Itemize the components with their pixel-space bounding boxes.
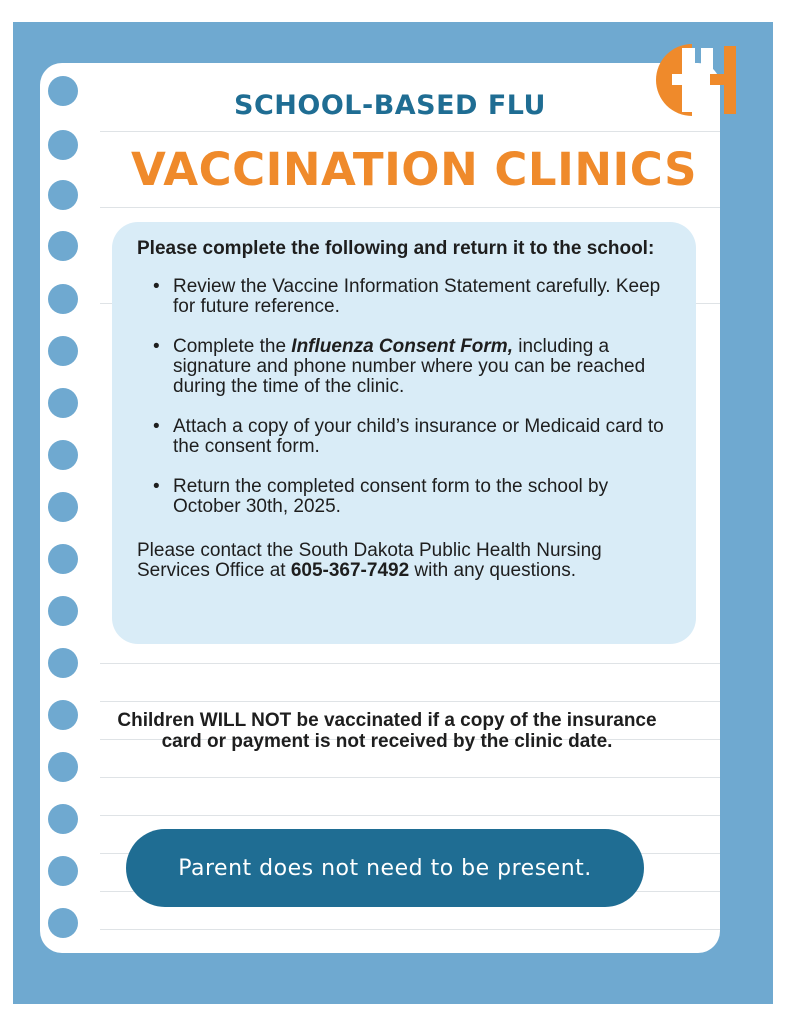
instruction-text-pre: Complete the: [173, 336, 292, 357]
binder-hole: [48, 130, 78, 160]
instruction-item: [137, 477, 672, 517]
binder-hole: [48, 804, 78, 834]
banner-text: Parent does not need to be present.: [178, 855, 592, 881]
instructions-list: [137, 277, 672, 517]
instructions-intro: Please complete the following and return it to the school:: [137, 238, 655, 259]
instruction-text: Attach a copy of your child’s insurance or Medicaid card to the consent form.: [173, 416, 664, 457]
instruction-text-post: including a signature and phone number where you can be reached during the time of the clinic.: [173, 336, 646, 397]
instruction-item: [137, 277, 672, 317]
binder-hole: [48, 700, 78, 730]
binder-hole: [48, 231, 78, 261]
binder-hole: [48, 180, 78, 210]
binder-hole: [48, 388, 78, 418]
binder-hole: [48, 284, 78, 314]
binder-hole: [48, 856, 78, 886]
instructions-box: [112, 222, 696, 644]
instruction-item: [137, 417, 672, 457]
binder-hole: [48, 544, 78, 574]
binder-hole: [48, 492, 78, 522]
bullet-icon: •: [153, 336, 160, 357]
instruction-text: Return the completed consent form to the school by October 30th, 2025.: [173, 476, 609, 517]
contact-post: with any questions.: [409, 560, 577, 581]
bullet-icon: •: [153, 476, 160, 497]
parent-not-needed-banner: [126, 829, 644, 907]
bullet-icon: •: [153, 276, 160, 297]
bullet-icon: •: [153, 416, 160, 437]
binder-hole: [48, 908, 78, 938]
binder-hole: [48, 752, 78, 782]
title-vaccination-clinics: VACCINATION CLINICS: [130, 143, 698, 196]
binder-hole: [48, 440, 78, 470]
vaccination-warning: Children WILL NOT be vaccinated if a copy of the insurance card or payment is not received by the clinic date.: [117, 710, 657, 752]
instruction-text: Review the Vaccine Information Statement carefully. Keep for future reference.: [173, 276, 661, 317]
binder-hole: [48, 596, 78, 626]
contact-text: [137, 541, 672, 581]
binder-hole: [48, 336, 78, 366]
title-school-based-flu: SCHOOL-BASED FLU: [234, 90, 546, 121]
binder-hole: [48, 648, 78, 678]
consent-form-name: Influenza Consent Form,: [291, 336, 513, 357]
contact-phone: 605-367-7492: [290, 560, 410, 581]
binder-hole: [48, 76, 78, 106]
contact-pre: Please contact the South Dakota Public Health Nursing Services Office at: [137, 540, 602, 581]
instruction-item: [137, 337, 672, 397]
